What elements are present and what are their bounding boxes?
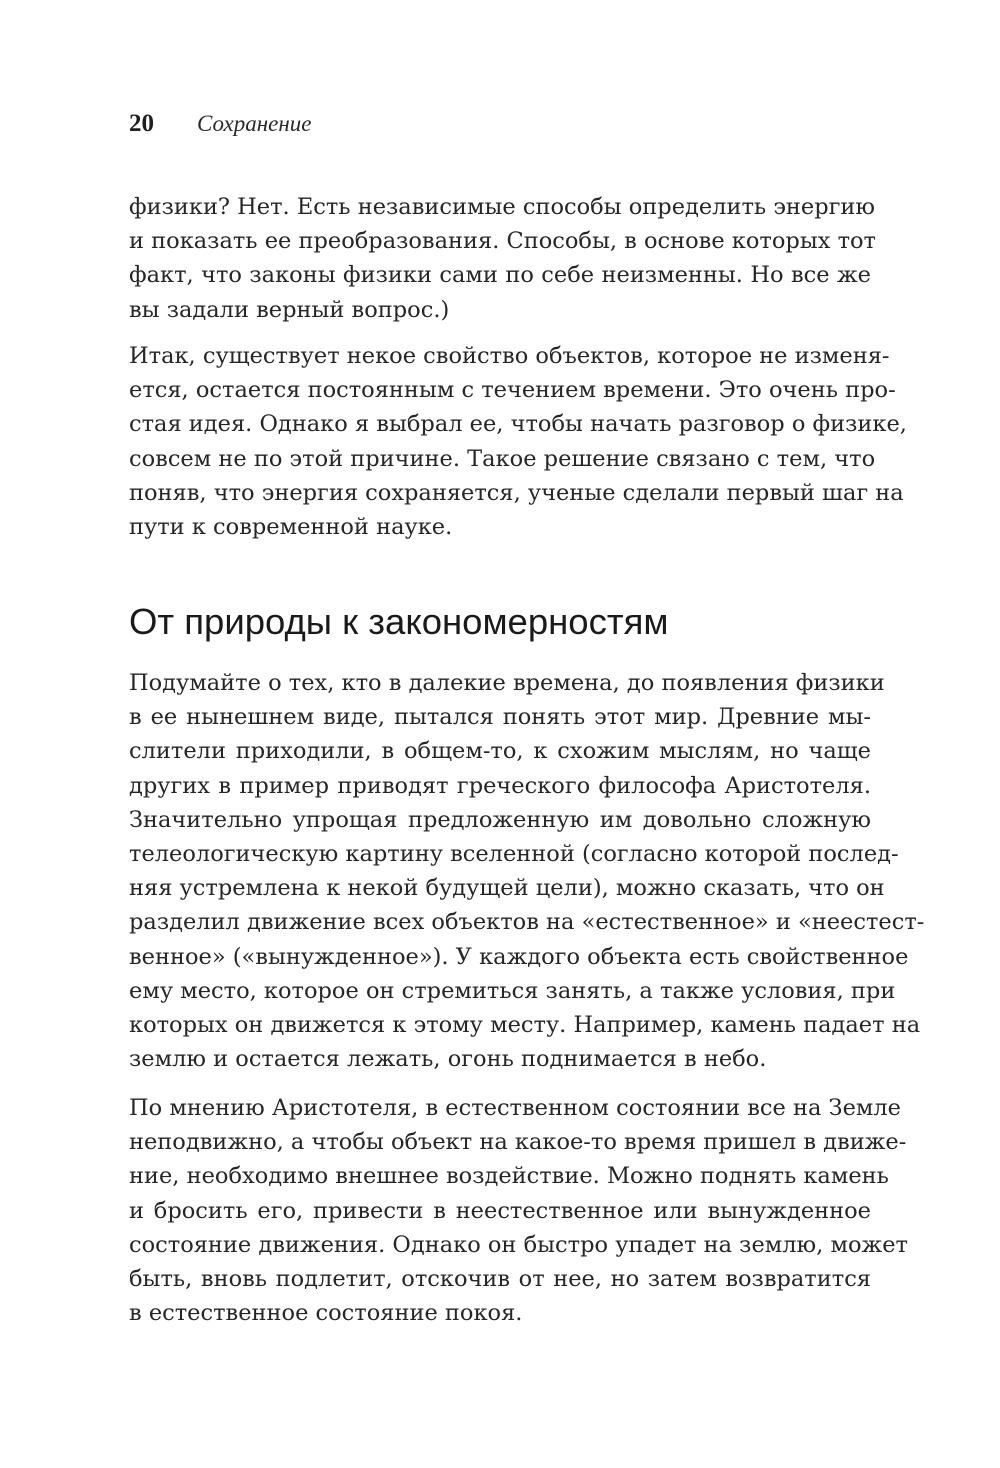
text-line: По мнению Аристотеля, в естественном состоянии все на Земле bbox=[129, 1095, 901, 1121]
text-line: ему место, которое он стремиться занять, а также условия, при bbox=[129, 977, 896, 1004]
text-line: поняв, что энергия сохраняется, ученые сделали первый шаг на bbox=[129, 479, 904, 506]
text-line: ние, необходимо внешнее воздействие. Можно поднять камень bbox=[129, 1163, 889, 1190]
text-line: которых он движется к этому месту. Например, камень падает на bbox=[129, 1011, 921, 1038]
running-title: Сохранение bbox=[197, 111, 312, 136]
page-number: 20 bbox=[129, 110, 154, 137]
text-line: Итак, существует некое свойство объектов, которое не изменя- bbox=[129, 343, 890, 369]
text-line: ется, остается постоянным с течением времени. Это очень про- bbox=[129, 377, 896, 404]
text-line: разделил движение всех объектов на «естественное» и «неестест- bbox=[129, 909, 925, 936]
text-line: вы задали верный вопрос.) bbox=[129, 296, 450, 323]
text-line: в естественное состояние покоя. bbox=[129, 1300, 523, 1327]
text-line: и показать ее преобразования. Способы, в основе которых тот bbox=[129, 228, 877, 255]
paragraph bbox=[129, 339, 907, 544]
text-line: пути к современной науке. bbox=[129, 513, 453, 540]
text-line: состояние движения. Однако он быстро упадет на землю, может bbox=[129, 1231, 908, 1258]
text-line: Значительно упрощая предложенную им довольно сложную bbox=[129, 806, 871, 833]
text-line: физики? Нет. Есть независимые способы определить энергию bbox=[129, 194, 876, 220]
text-line: стая идея. Однако я выбрал ее, чтобы начать разговор о физике, bbox=[129, 411, 907, 438]
text-line: быть, вновь подлетит, отскочив от нее, но затем возвратится bbox=[129, 1265, 871, 1292]
paragraph bbox=[129, 666, 925, 1076]
text-line: и бросить его, привести в неестественное или вынужденное bbox=[129, 1197, 871, 1224]
text-line: слители приходили, в общем-то, к схожим мыслям, но чаще bbox=[129, 738, 871, 765]
paragraph bbox=[129, 1091, 908, 1330]
text-line: других в пример приводят греческого философа Аристотеля. bbox=[129, 772, 871, 799]
running-head bbox=[129, 104, 311, 146]
text-line: неподвижно, а чтобы объект на какое-то время пришел в движе- bbox=[129, 1129, 907, 1156]
text-line: в ее нынешнем виде, пытался понять этот мир. Древние мы- bbox=[129, 704, 871, 731]
section-heading: От природы к закономерностям bbox=[129, 601, 669, 642]
text-line: няя устремлена к некой будущей цели), можно сказать, что он bbox=[129, 875, 885, 902]
paragraph bbox=[129, 190, 877, 327]
text-line: венное» («вынужденное»). У каждого объекта есть свойственное bbox=[129, 943, 909, 970]
text-line: телеологическую картину вселенной (согласно которой послед- bbox=[129, 840, 899, 867]
text-line: факт, что законы физики сами по себе неизменны. Но все же bbox=[129, 262, 871, 289]
text-line: землю и остается лежать, огонь поднимается в небо. bbox=[129, 1046, 767, 1073]
text-line: Подумайте о тех, кто в далекие времена, до появления физики bbox=[129, 670, 885, 696]
text-line: совсем не по этой причине. Такое решение связано с тем, что bbox=[129, 445, 876, 472]
